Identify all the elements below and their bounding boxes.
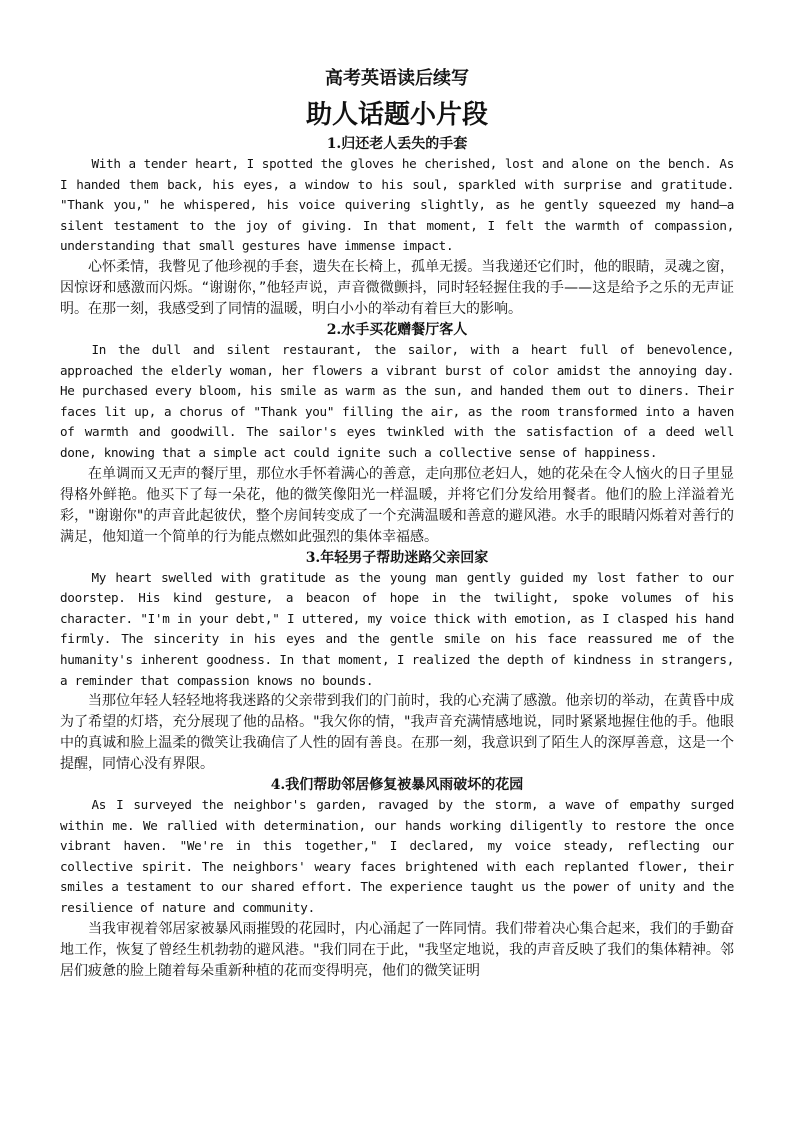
section-3 — [60, 548, 734, 776]
section-2 — [60, 320, 734, 548]
chinese-paragraph: 在单调而又无声的餐厅里，那位水手怀着满心的善意，走向那位老妇人，她的花朵在令人恼火的日子里显得格外鲜艳。他买下了每一朵花，他的微笑像阳光一样温暖，并将它们分发给用餐者。他们的脸上洋溢着光彩，"谢谢你"的声音此起彼伏，整个房间转变成了一个充满温暖和善意的避风港。水手的眼睛闪烁着对善行的满足，他知道一个简单的行为能点燃如此强烈的集体幸福感。 — [60, 465, 734, 545]
english-paragraph: My heart swelled with gratitude as the young man gently guided my lost father to our doorstep. His kind gesture, a beacon of hope in the twilight, spoke volumes of his character. "I'm in your debt," I uttered, my voice thick with emotion, as I clasped his hand firmly. The sincerity in his eyes and the gentle smile on his face reassured me of the humanity's inherent goodness. In that moment, I realized the depth of kindness in strangers, a reminder that compassion knows no bounds. — [60, 569, 734, 688]
chinese-paragraph: 当那位年轻人轻轻地将我迷路的父亲带到我们的门前时，我的心充满了感激。他亲切的举动，在黄昏中成为了希望的灯塔，充分展现了他的品格。"我欠你的情，"我声音充满情感地说，同时紧紧地握住他的手。他眼中的真诚和脸上温柔的微笑让我确信了人性的固有善良。在那一刻，我意识到了陌生人的深厚善意，这是一个提醒，同情心没有界限。 — [60, 693, 734, 773]
section-heading: 2.水手买花赠餐厅客人 — [326, 321, 468, 338]
english-paragraph: In the dull and silent restaurant, the sailor, with a heart full of benevolence, approached the elderly woman, her flowers a vibrant burst of color amidst the annoying day. He purchased every bloom, his smile as warm as the sun, and handed them out to diners. Their faces lit up, a chorus of "Thank you" filling the air, as the room transformed into a haven of warmth and goodwill. The sailor's eyes twinkled with the satisfaction of a deed well done, knowing that a simple act could ignite such a collective sense of happiness. — [60, 341, 734, 460]
section-1 — [60, 134, 734, 320]
english-paragraph: As I surveyed the neighbor's garden, ravaged by the storm, a wave of empathy surged within me. We rallied with determination, our hands working diligently to restore the once vibrant haven. "We're in this together," I declared, my voice steady, reflecting our collective spirit. The neighbors' weary faces brightened with each replanted flower, their smiles a testament to our shared effort. The experience taught us the power of unity and the resilience of nature and community. — [60, 797, 734, 916]
english-paragraph: With a tender heart, I spotted the gloves he cherished, lost and alone on the bench. As I handed them back, his eyes, a window to his soul, sparkled with surprise and gratitude. "Thank you," he whispered, his voice quivering slightly, as he gently squeezed my hand—a silent testament to the joy of giving. In that moment, I felt the warmth of compassion, understanding that small gestures have immense impact. — [60, 156, 734, 254]
chinese-paragraph: 当我审视着邻居家被暴风雨摧毁的花园时，内心涌起了一阵同情。我们带着决心集合起来，我们的手勤奋地工作，恢复了曾经生机勃勃的避风港。"我们同在于此，"我坚定地说，我的声音反映了我们的集体精神。邻居们疲惫的脸上随着每朵重新种植的花而变得明亮，他们的微笑证明 — [60, 920, 734, 979]
section-heading: 1.归还老人丢失的手套 — [326, 136, 468, 152]
document-title: 高考英语读后续写 — [325, 68, 469, 89]
document-subtitle: 助人话题小片段 — [305, 100, 488, 130]
section-heading: 3.年轻男子帮助迷路父亲回家 — [305, 549, 489, 566]
section-4 — [60, 775, 734, 982]
document-page — [60, 66, 734, 982]
chinese-paragraph: 心怀柔情，我瞥见了他珍视的手套，遗失在长椅上，孤单无援。当我递还它们时，他的眼睛，灵魂之窗，因惊讶和感激而闪烁。“谢谢你，”他轻声说，声音微微颤抖，同时轻轻握住我的手——这是给予之乐的无声证明。在那一刻，我感受到了同情的温暖，明白小小的举动有着巨大的影响。 — [60, 258, 734, 317]
section-heading: 4.我们帮助邻居修复被暴风雨破坏的花园 — [270, 777, 524, 794]
